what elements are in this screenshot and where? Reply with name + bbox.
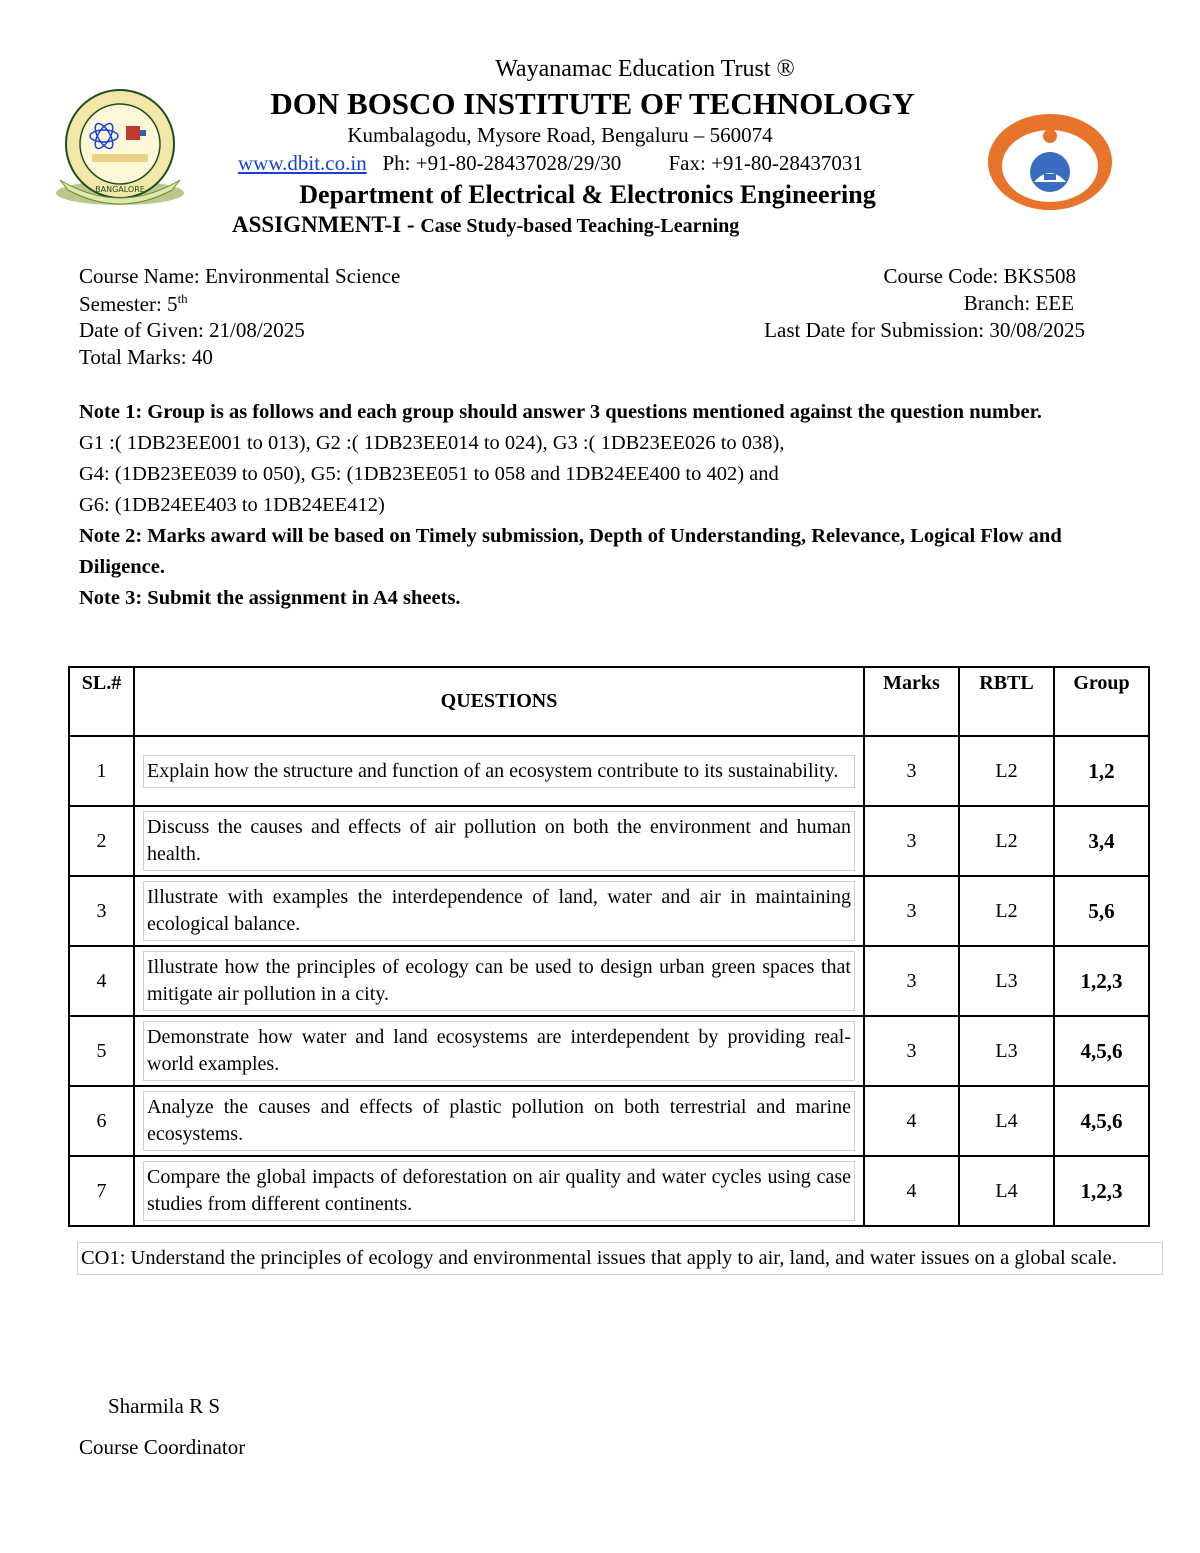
rbtl-cell: L2 [959,806,1054,876]
rbtl-cell: L4 [959,1156,1054,1226]
course-code: Course Code: BKS508 [883,264,1076,288]
sl-cell: 4 [69,946,134,1016]
group-cell: 4,5,6 [1054,1016,1149,1086]
header-marks: Marks [864,667,959,736]
group-cell: 1,2 [1054,736,1149,806]
question-cell [134,946,864,1016]
semester-sup: th [177,291,188,306]
table-row [69,806,1149,876]
question-cell [134,1086,864,1156]
marks-cell: 3 [864,1016,959,1086]
course-name: Course Name: Environmental Science [79,264,401,288]
notes-section [79,397,1124,614]
question-text: Illustrate with examples the interdependence of land, water and air in maintaining ecological balance. [143,881,855,941]
rbtl-cell: L4 [959,1086,1054,1156]
groups-line-2: G4: (1DB23EE039 to 050), G5: (1DB23EE051 to 058 and 1DB24EE400 to 402) and [79,463,779,485]
rbtl-cell: L2 [959,736,1054,806]
rbtl-cell: L2 [959,876,1054,946]
date-given: Date of Given: 21/08/2025 [79,318,305,342]
coordinator-role: Course Coordinator [79,1435,246,1459]
table-row [69,946,1149,1016]
sl-cell: 1 [69,736,134,806]
sl-cell: 6 [69,1086,134,1156]
header-group: Group [1054,667,1149,736]
table-row [69,736,1149,806]
group-cell: 1,2,3 [1054,1156,1149,1226]
groups-line-3: G6: (1DB24EE403 to 1DB24EE412) [79,494,385,516]
table-row [69,1016,1149,1086]
marks-cell: 4 [864,1086,959,1156]
marks-cell: 3 [864,736,959,806]
header-rbtl: RBTL [959,667,1054,736]
question-text: Illustrate how the principles of ecology can be used to design urban green spaces that mitigate air pollution in a city. [143,951,855,1011]
questions-table [68,666,1150,1227]
assignment-subtitle: Case Study-based Teaching-Learning [420,215,740,237]
group-cell: 5,6 [1054,876,1149,946]
assignment-label: ASSIGNMENT-I - [232,212,421,237]
sl-cell: 3 [69,876,134,946]
group-cell: 1,2,3 [1054,946,1149,1016]
sl-cell: 5 [69,1016,134,1086]
note-2: Note 2: Marks award will be based on Timely submission, Depth of Understanding, Relevance, Logical Flow and Diligence. [79,525,1062,578]
rbtl-cell: L3 [959,1016,1054,1086]
phone-number: Ph: +91-80-28437028/29/30 [382,151,622,175]
sl-cell: 7 [69,1156,134,1226]
note-3: Note 3: Submit the assignment in A4 sheets. [79,587,461,609]
website-link[interactable]: www.dbit.co.in [238,151,367,175]
marks-cell: 3 [864,876,959,946]
sl-cell: 2 [69,806,134,876]
question-cell [134,1016,864,1086]
question-text: Compare the global impacts of deforestation on air quality and water cycles using case studies from different continents. [143,1161,855,1221]
question-text: Analyze the causes and effects of plastic pollution on both terrestrial and marine ecosystems. [143,1091,855,1151]
logo-text-bottom: BANGALORE [95,185,145,194]
fax-number: Fax: +91-80-28437031 [668,151,863,175]
semester [79,291,188,317]
question-cell [134,876,864,946]
question-text: Explain how the structure and function of an ecosystem contribute to its sustainability. [143,755,855,788]
semester-text: Semester: 5 [79,292,178,316]
question-text: Discuss the causes and effects of air pollution on both the environment and human health. [143,811,855,871]
group-cell: 4,5,6 [1054,1086,1149,1156]
header-questions: QUESTIONS [134,667,864,736]
contact-line [238,151,863,176]
institute-address: Kumbalagodu, Mysore Road, Bengaluru – 560074 [347,123,773,147]
course-outcome: CO1: Understand the principles of ecology and environmental issues that apply to air, land, and water issues on a global scale. [77,1242,1163,1275]
last-date: Last Date for Submission: 30/08/2025 [764,318,1085,342]
note-1: Note 1: Group is as follows and each group should answer 3 questions mentioned against the question number. [79,401,1042,423]
marks-cell: 3 [864,946,959,1016]
table-row [69,1156,1149,1226]
table-row [69,876,1149,946]
question-cell [134,1156,864,1226]
coordinator-name: Sharmila R S [108,1394,221,1418]
marks-cell: 3 [864,806,959,876]
institute-name: DON BOSCO INSTITUTE OF TECHNOLOGY [270,86,915,121]
branch: Branch: EEE [963,291,1074,315]
question-text: Demonstrate how water and land ecosystems are interdependent by providing real-world examples. [143,1021,855,1081]
group-cell: 3,4 [1054,806,1149,876]
table-header-row [69,667,1149,736]
marks-cell: 4 [864,1156,959,1226]
trust-name: Wayanamac Education Trust ® [495,56,795,82]
total-marks: Total Marks: 40 [79,345,213,369]
groups-line-1: G1 :( 1DB23EE001 to 013), G2 :( 1DB23EE014 to 024), G3 :( 1DB23EE026 to 038), [79,432,785,454]
question-cell [134,736,864,806]
assignment-title [232,212,739,238]
table-row [69,1086,1149,1156]
question-cell [134,806,864,876]
header-sl: SL.# [69,667,134,736]
department-name: Department of Electrical & Electronics Engineering [299,180,876,209]
rbtl-cell: L3 [959,946,1054,1016]
